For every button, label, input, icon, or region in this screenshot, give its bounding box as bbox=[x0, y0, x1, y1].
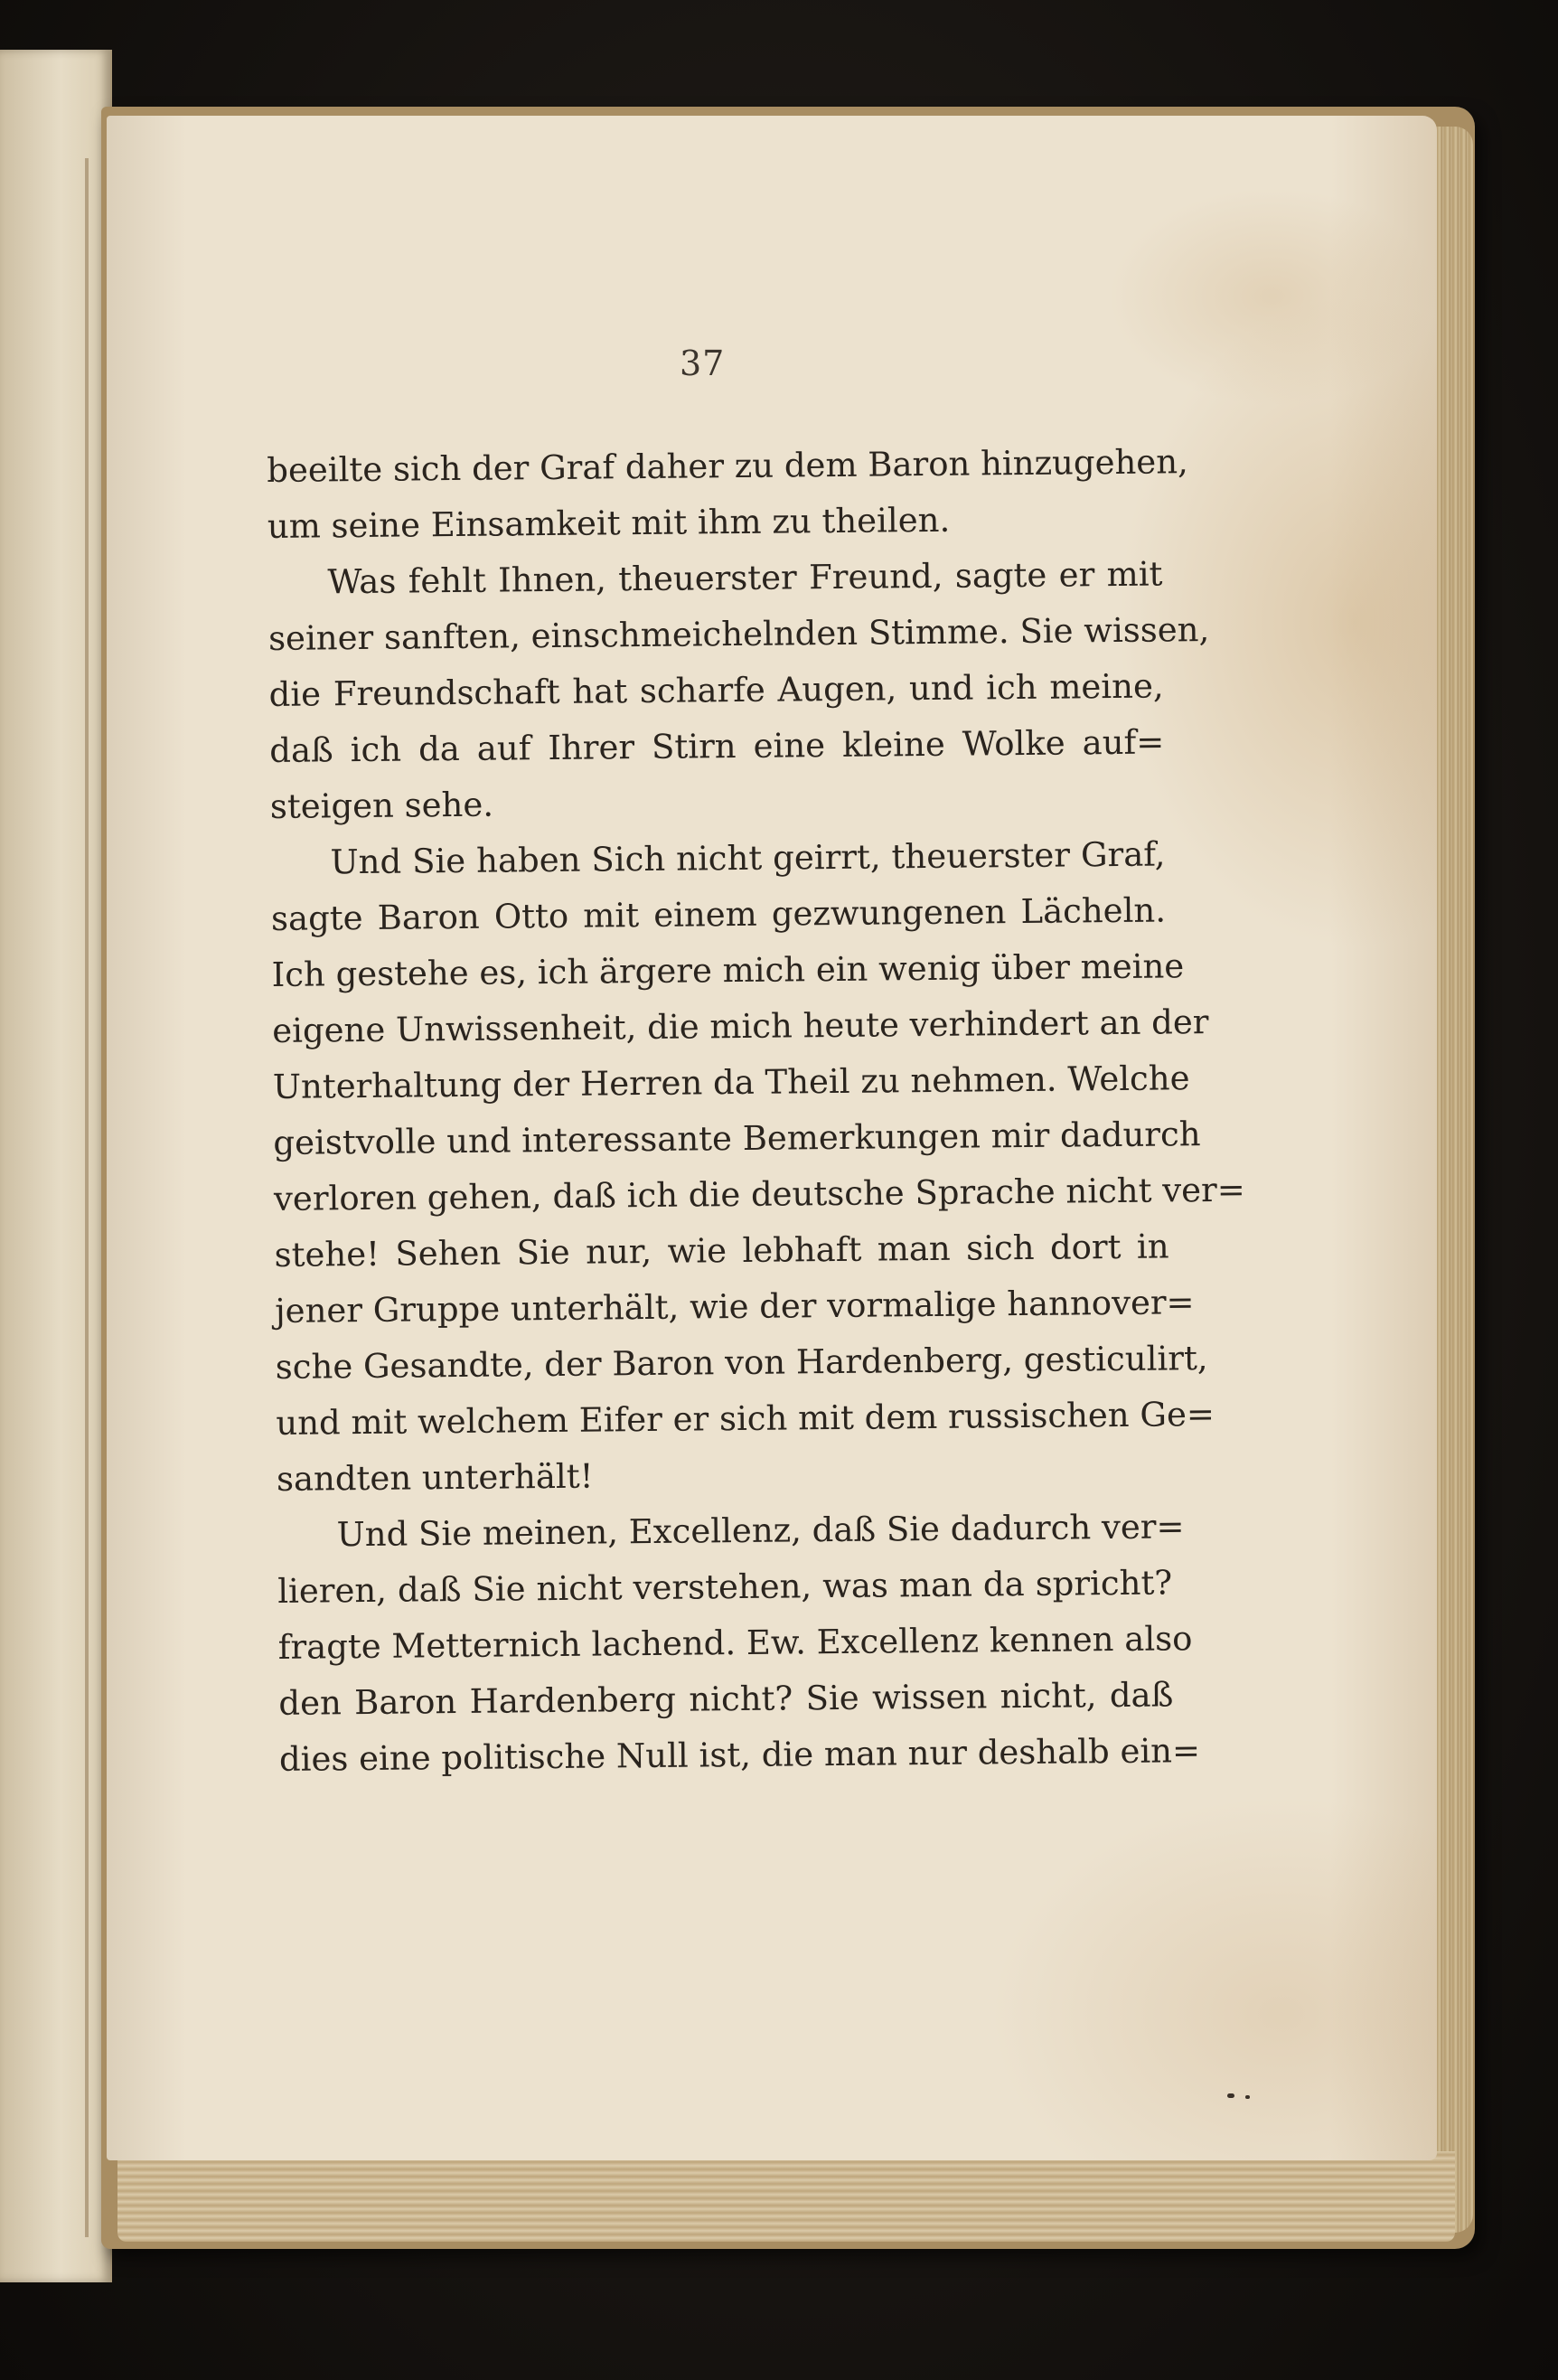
text-line: steigen sehe. bbox=[269, 785, 494, 826]
text-line: beeilte sich der Graf daher zu dem Baron hinzugehen, bbox=[267, 442, 1188, 490]
page-edges-bottom bbox=[117, 2151, 1455, 2242]
text-line: Ich gestehe es, ich ärgere mich ein wenig über meine bbox=[271, 946, 1185, 994]
text-line: sagte Baron Otto mit einem gezwungenen Lächeln. bbox=[270, 890, 1167, 938]
text-line: Und Sie haben Sich nicht geirrt, theuerster Graf, bbox=[330, 834, 1166, 882]
text-line: verloren gehen, daß ich die deutsche Sprache nicht ver= bbox=[273, 1170, 1245, 1218]
text-line: Was fehlt Ihnen, theuerster Freund, sagte er mit bbox=[327, 554, 1163, 602]
page-number: 37 bbox=[680, 343, 726, 383]
text-line: um seine Einsamkeit mit ihm zu theilen. bbox=[267, 500, 951, 546]
text-line: die Freundschaft hat scharfe Augen, und ich meine, bbox=[268, 666, 1164, 714]
ink-speck bbox=[1227, 2093, 1234, 2098]
text-line: und mit welchem Eifer er sich mit dem russischen Ge= bbox=[276, 1394, 1215, 1443]
text-line: Unterhaltung der Herren da Theil zu nehmen. Welche bbox=[272, 1058, 1190, 1106]
text-line: Und Sie meinen, Excellenz, daß Sie dadurch ver= bbox=[336, 1507, 1185, 1555]
page-fold-shadow bbox=[85, 158, 89, 2237]
previous-page-edge bbox=[0, 50, 112, 2282]
text-line: lieren, daß Sie nicht verstehen, was man da spricht? bbox=[277, 1563, 1173, 1611]
text-line: fragte Metternich lachend. Ew. Excellenz kennen also bbox=[277, 1619, 1193, 1667]
text-line: stehe! Sehen Sie nur, wie lebhaft man sich dort in bbox=[274, 1227, 1169, 1275]
ink-speck bbox=[1245, 2095, 1250, 2099]
text-line: geistvolle und interessante Bemerkungen mir dadurch bbox=[273, 1115, 1201, 1162]
text-line: daß ich da auf Ihrer Stirn eine kleine Wolke auf= bbox=[269, 722, 1165, 770]
text-line: sandten unterhält! bbox=[276, 1456, 594, 1499]
text-line: eigene Unwissenheit, die mich heute verhindert an der bbox=[272, 1002, 1209, 1050]
text-line: sche Gesandte, der Baron von Hardenberg, gesticulirt, bbox=[275, 1339, 1208, 1387]
text-line: den Baron Hardenberg nicht? Sie wissen nicht, daß bbox=[278, 1675, 1174, 1723]
text-line: dies eine politische Null ist, die man nur deshalb ein= bbox=[278, 1731, 1201, 1779]
text-line: jener Gruppe unterhält, wie der vormalige hannover= bbox=[275, 1283, 1195, 1331]
body-text bbox=[267, 434, 1245, 1787]
text-line: seiner sanften, einschmeichelnden Stimme. Sie wissen, bbox=[267, 609, 1210, 658]
